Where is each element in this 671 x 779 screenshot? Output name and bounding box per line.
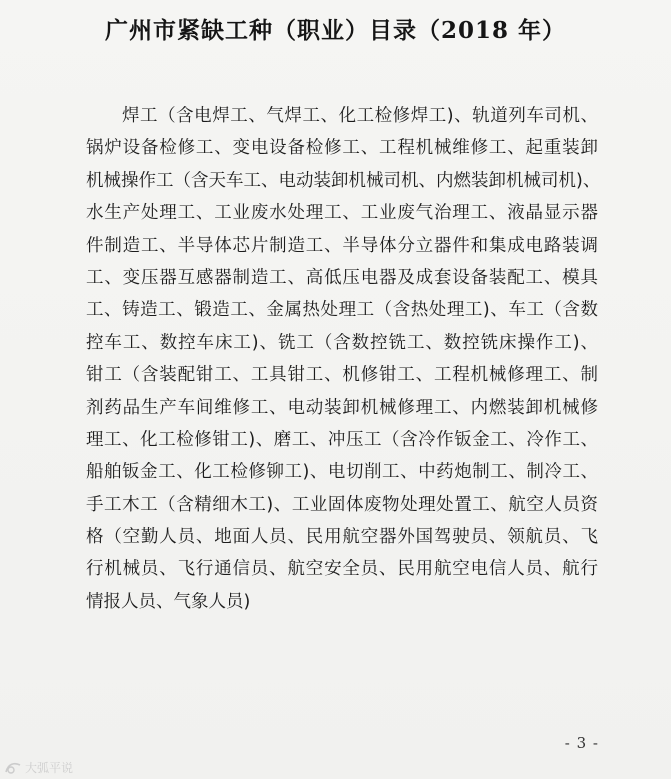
document-title: 广州市紧缺工种（职业）目录（2018 年）: [104, 17, 567, 44]
body-line: 钳工（含装配钳工、工具钳工、机修钳工、工程机械修理工、制: [86, 365, 598, 386]
body-line: 情报人员、气象人员): [86, 591, 251, 612]
watermark: [4, 759, 73, 776]
body-line: 工、铸造工、锻造工、金属热处理工（含热处理工)、车工（含数: [86, 300, 598, 321]
body-line: 剂药品生产车间维修工、电动装卸机械修理工、内燃装卸机械修: [86, 397, 598, 418]
body-line: 理工、化工检修钳工)、磨工、冲压工（含冷作钣金工、冷作工、: [86, 429, 598, 450]
body-line: 机械操作工（含天车工、电动装卸机械司机、内燃装卸机械司机)、: [86, 170, 601, 191]
body-line: 工、变压器互感器制造工、高低压电器及成套设备装配工、模具: [86, 267, 598, 288]
body-line: 水生产处理工、工业废水处理工、工业废气治理工、液晶显示器: [86, 203, 598, 224]
document-body: [86, 100, 601, 618]
watermark-logo-icon: [4, 760, 22, 776]
body-line: 焊工（含电焊工、气焊工、化工检修焊工)、轨道列车司机、: [122, 106, 598, 126]
body-line: 行机械员、飞行通信员、航空安全员、民用航空电信人员、航行: [86, 559, 598, 580]
body-line: 格（空勤人员、地面人员、民用航空器外国驾驶员、领航员、飞: [86, 527, 598, 548]
body-line: 件制造工、半导体芯片制造工、半导体分立器件和集成电路装调: [86, 235, 598, 256]
body-line: 控车工、数控车床工)、铣工（含数控铣工、数控铣床操作工)、: [86, 332, 598, 353]
body-line: 手工木工（含精细木工)、工业固体废物处理处置工、航空人员资: [86, 494, 598, 515]
body-line: 船舶钣金工、化工检修铆工)、电切削工、中药炮制工、制冷工、: [86, 462, 598, 483]
page-number: - 3 -: [564, 734, 599, 752]
body-line: 锅炉设备检修工、变电设备检修工、工程机械维修工、起重装卸: [86, 138, 598, 159]
watermark-text: 大弧平说: [25, 761, 74, 775]
